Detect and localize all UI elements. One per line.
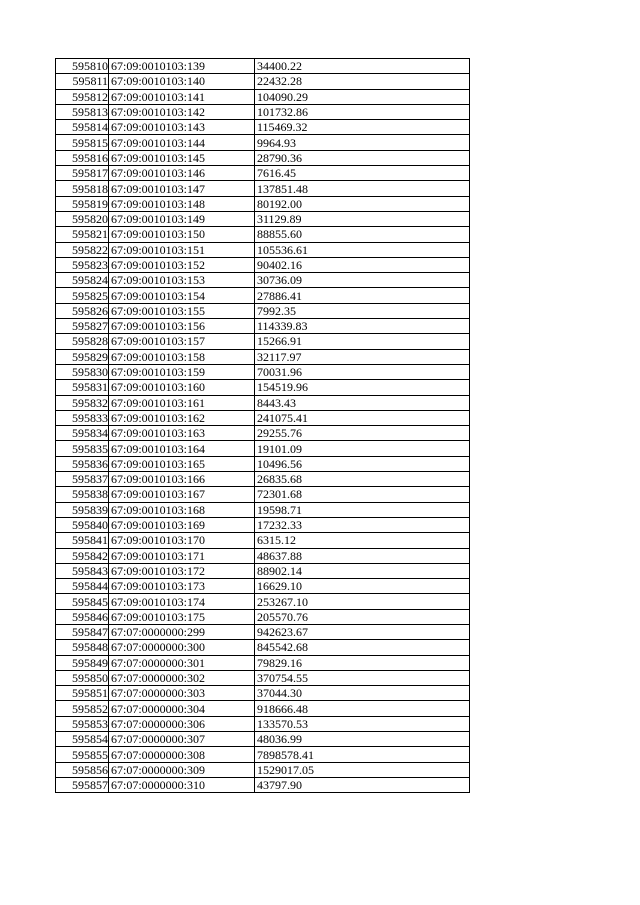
value-cell: 70031.96	[255, 364, 470, 379]
table-row	[56, 227, 470, 242]
cadastral-number-cell: 67:09:0010103:169	[109, 517, 255, 532]
cadastral-number-cell: 67:07:0000000:308	[109, 747, 255, 762]
row-number-cell: 595844	[56, 579, 109, 594]
value-cell: 48036.99	[255, 732, 470, 747]
table-body	[56, 59, 470, 793]
value-cell: 80192.00	[255, 196, 470, 211]
cadastral-number-cell: 67:07:0000000:307	[109, 732, 255, 747]
cadastral-number-cell: 67:07:0000000:301	[109, 655, 255, 670]
table-row	[56, 533, 470, 548]
row-number-cell: 595820	[56, 211, 109, 226]
table-row	[56, 609, 470, 624]
row-number-cell: 595827	[56, 319, 109, 334]
value-cell: 37044.30	[255, 686, 470, 701]
table-row	[56, 242, 470, 257]
table-row	[56, 380, 470, 395]
table-row	[56, 273, 470, 288]
row-number-cell: 595847	[56, 624, 109, 639]
value-cell: 918666.48	[255, 701, 470, 716]
value-cell: 7898578.41	[255, 747, 470, 762]
row-number-cell: 595852	[56, 701, 109, 716]
table-row	[56, 732, 470, 747]
value-cell: 48637.88	[255, 548, 470, 563]
value-cell: 7616.45	[255, 166, 470, 181]
value-cell: 370754.55	[255, 670, 470, 685]
table-row	[56, 502, 470, 517]
cadastral-number-cell: 67:09:0010103:153	[109, 273, 255, 288]
cadastral-number-cell: 67:09:0010103:149	[109, 211, 255, 226]
table-row	[56, 594, 470, 609]
cadastral-number-cell: 67:09:0010103:170	[109, 533, 255, 548]
table-row	[56, 196, 470, 211]
cadastral-number-cell: 67:09:0010103:164	[109, 441, 255, 456]
table-row	[56, 548, 470, 563]
row-number-cell: 595854	[56, 732, 109, 747]
cadastral-number-cell: 67:09:0010103:150	[109, 227, 255, 242]
value-cell: 6315.12	[255, 533, 470, 548]
table-row	[56, 150, 470, 165]
row-number-cell: 595856	[56, 762, 109, 777]
table-row	[56, 395, 470, 410]
row-number-cell: 595813	[56, 104, 109, 119]
cadastral-number-cell: 67:07:0000000:310	[109, 777, 255, 792]
value-cell: 28790.36	[255, 150, 470, 165]
cadastral-number-cell: 67:09:0010103:145	[109, 150, 255, 165]
cadastral-number-cell: 67:09:0010103:160	[109, 380, 255, 395]
row-number-cell: 595816	[56, 150, 109, 165]
value-cell: 72301.68	[255, 487, 470, 502]
row-number-cell: 595817	[56, 166, 109, 181]
row-number-cell: 595837	[56, 472, 109, 487]
table-row	[56, 334, 470, 349]
cadastral-number-cell: 67:09:0010103:171	[109, 548, 255, 563]
row-number-cell: 595822	[56, 242, 109, 257]
row-number-cell: 595838	[56, 487, 109, 502]
cadastral-number-cell: 67:09:0010103:152	[109, 257, 255, 272]
value-cell: 88855.60	[255, 227, 470, 242]
value-cell: 1529017.05	[255, 762, 470, 777]
value-cell: 133570.53	[255, 716, 470, 731]
cadastral-number-cell: 67:07:0000000:309	[109, 762, 255, 777]
table-row	[56, 686, 470, 701]
row-number-cell: 595832	[56, 395, 109, 410]
value-cell: 27886.41	[255, 288, 470, 303]
cadastral-number-cell: 67:09:0010103:167	[109, 487, 255, 502]
value-cell: 114339.83	[255, 319, 470, 334]
cadastral-number-cell: 67:09:0010103:141	[109, 89, 255, 104]
row-number-cell: 595826	[56, 303, 109, 318]
value-cell: 942623.67	[255, 624, 470, 639]
row-number-cell: 595850	[56, 670, 109, 685]
cadastral-number-cell: 67:07:0000000:299	[109, 624, 255, 639]
table-row	[56, 563, 470, 578]
table-row	[56, 74, 470, 89]
value-cell: 101732.86	[255, 104, 470, 119]
row-number-cell: 595830	[56, 364, 109, 379]
table-row	[56, 624, 470, 639]
table-row	[56, 410, 470, 425]
table-row	[56, 120, 470, 135]
value-cell: 845542.68	[255, 640, 470, 655]
table-row	[56, 104, 470, 119]
table-row	[56, 579, 470, 594]
value-cell: 9964.93	[255, 135, 470, 150]
value-cell: 31129.89	[255, 211, 470, 226]
row-number-cell: 595828	[56, 334, 109, 349]
row-number-cell: 595831	[56, 380, 109, 395]
cadastral-number-cell: 67:09:0010103:139	[109, 59, 255, 74]
row-number-cell: 595834	[56, 426, 109, 441]
cadastral-number-cell: 67:09:0010103:158	[109, 349, 255, 364]
row-number-cell: 595853	[56, 716, 109, 731]
table-row	[56, 747, 470, 762]
row-number-cell: 595815	[56, 135, 109, 150]
row-number-cell: 595849	[56, 655, 109, 670]
table-row	[56, 303, 470, 318]
row-number-cell: 595841	[56, 533, 109, 548]
table-row	[56, 59, 470, 74]
cadastral-number-cell: 67:09:0010103:175	[109, 609, 255, 624]
row-number-cell: 595821	[56, 227, 109, 242]
row-number-cell: 595825	[56, 288, 109, 303]
cadastral-number-cell: 67:09:0010103:161	[109, 395, 255, 410]
value-cell: 34400.22	[255, 59, 470, 74]
table-row	[56, 166, 470, 181]
cadastral-number-cell: 67:09:0010103:144	[109, 135, 255, 150]
table-row	[56, 716, 470, 731]
value-cell: 241075.41	[255, 410, 470, 425]
row-number-cell: 595840	[56, 517, 109, 532]
table-row	[56, 441, 470, 456]
value-cell: 10496.56	[255, 456, 470, 471]
row-number-cell: 595857	[56, 777, 109, 792]
table-row	[56, 640, 470, 655]
row-number-cell: 595811	[56, 74, 109, 89]
table-row	[56, 181, 470, 196]
table-row	[56, 135, 470, 150]
row-number-cell: 595814	[56, 120, 109, 135]
row-number-cell: 595812	[56, 89, 109, 104]
table-row	[56, 487, 470, 502]
cadastral-number-cell: 67:09:0010103:157	[109, 334, 255, 349]
value-cell: 104090.29	[255, 89, 470, 104]
value-cell: 137851.48	[255, 181, 470, 196]
row-number-cell: 595848	[56, 640, 109, 655]
value-cell: 30736.09	[255, 273, 470, 288]
cadastral-number-cell: 67:09:0010103:147	[109, 181, 255, 196]
cadastral-number-cell: 67:07:0000000:302	[109, 670, 255, 685]
cadastral-number-cell: 67:09:0010103:163	[109, 426, 255, 441]
value-cell: 8443.43	[255, 395, 470, 410]
cadastral-number-cell: 67:09:0010103:142	[109, 104, 255, 119]
value-cell: 32117.97	[255, 349, 470, 364]
table-row	[56, 349, 470, 364]
row-number-cell: 595836	[56, 456, 109, 471]
table-row	[56, 655, 470, 670]
cadastral-number-cell: 67:09:0010103:154	[109, 288, 255, 303]
table-row	[56, 288, 470, 303]
row-number-cell: 595824	[56, 273, 109, 288]
table-row	[56, 670, 470, 685]
value-cell: 16629.10	[255, 579, 470, 594]
table-row	[56, 257, 470, 272]
row-number-cell: 595839	[56, 502, 109, 517]
value-cell: 253267.10	[255, 594, 470, 609]
table-row	[56, 762, 470, 777]
row-number-cell: 595835	[56, 441, 109, 456]
cadastral-number-cell: 67:07:0000000:300	[109, 640, 255, 655]
row-number-cell: 595855	[56, 747, 109, 762]
table-row	[56, 364, 470, 379]
cadastral-number-cell: 67:07:0000000:306	[109, 716, 255, 731]
table-row	[56, 472, 470, 487]
value-cell: 7992.35	[255, 303, 470, 318]
cadastral-number-cell: 67:09:0010103:172	[109, 563, 255, 578]
table-row	[56, 426, 470, 441]
row-number-cell: 595810	[56, 59, 109, 74]
cadastral-number-cell: 67:07:0000000:304	[109, 701, 255, 716]
row-number-cell: 595829	[56, 349, 109, 364]
value-cell: 29255.76	[255, 426, 470, 441]
row-number-cell: 595845	[56, 594, 109, 609]
value-cell: 105536.61	[255, 242, 470, 257]
cadastral-number-cell: 67:09:0010103:143	[109, 120, 255, 135]
table-row	[56, 456, 470, 471]
row-number-cell: 595842	[56, 548, 109, 563]
cadastral-number-cell: 67:09:0010103:148	[109, 196, 255, 211]
value-cell: 17232.33	[255, 517, 470, 532]
cadastral-number-cell: 67:09:0010103:156	[109, 319, 255, 334]
cadastral-number-cell: 67:09:0010103:140	[109, 74, 255, 89]
cadastral-number-cell: 67:09:0010103:146	[109, 166, 255, 181]
table-row	[56, 777, 470, 792]
row-number-cell: 595819	[56, 196, 109, 211]
cadastral-number-cell: 67:07:0000000:303	[109, 686, 255, 701]
row-number-cell: 595846	[56, 609, 109, 624]
value-cell: 26835.68	[255, 472, 470, 487]
value-cell: 205570.76	[255, 609, 470, 624]
value-cell: 115469.32	[255, 120, 470, 135]
cadastral-number-cell: 67:09:0010103:165	[109, 456, 255, 471]
cadastral-number-cell: 67:09:0010103:155	[109, 303, 255, 318]
table-row	[56, 89, 470, 104]
row-number-cell: 595823	[56, 257, 109, 272]
value-cell: 88902.14	[255, 563, 470, 578]
row-number-cell: 595851	[56, 686, 109, 701]
row-number-cell: 595833	[56, 410, 109, 425]
value-cell: 19598.71	[255, 502, 470, 517]
cadastral-number-cell: 67:09:0010103:174	[109, 594, 255, 609]
value-cell: 19101.09	[255, 441, 470, 456]
value-cell: 15266.91	[255, 334, 470, 349]
cadastral-number-cell: 67:09:0010103:159	[109, 364, 255, 379]
table-row	[56, 211, 470, 226]
value-cell: 79829.16	[255, 655, 470, 670]
value-cell: 90402.16	[255, 257, 470, 272]
table-row	[56, 701, 470, 716]
cadastral-value-table	[55, 58, 470, 793]
cadastral-number-cell: 67:09:0010103:166	[109, 472, 255, 487]
cadastral-number-cell: 67:09:0010103:162	[109, 410, 255, 425]
table-row	[56, 517, 470, 532]
row-number-cell: 595818	[56, 181, 109, 196]
cadastral-number-cell: 67:09:0010103:168	[109, 502, 255, 517]
value-cell: 154519.96	[255, 380, 470, 395]
value-cell: 22432.28	[255, 74, 470, 89]
row-number-cell: 595843	[56, 563, 109, 578]
table-row	[56, 319, 470, 334]
value-cell: 43797.90	[255, 777, 470, 792]
cadastral-number-cell: 67:09:0010103:173	[109, 579, 255, 594]
cadastral-number-cell: 67:09:0010103:151	[109, 242, 255, 257]
